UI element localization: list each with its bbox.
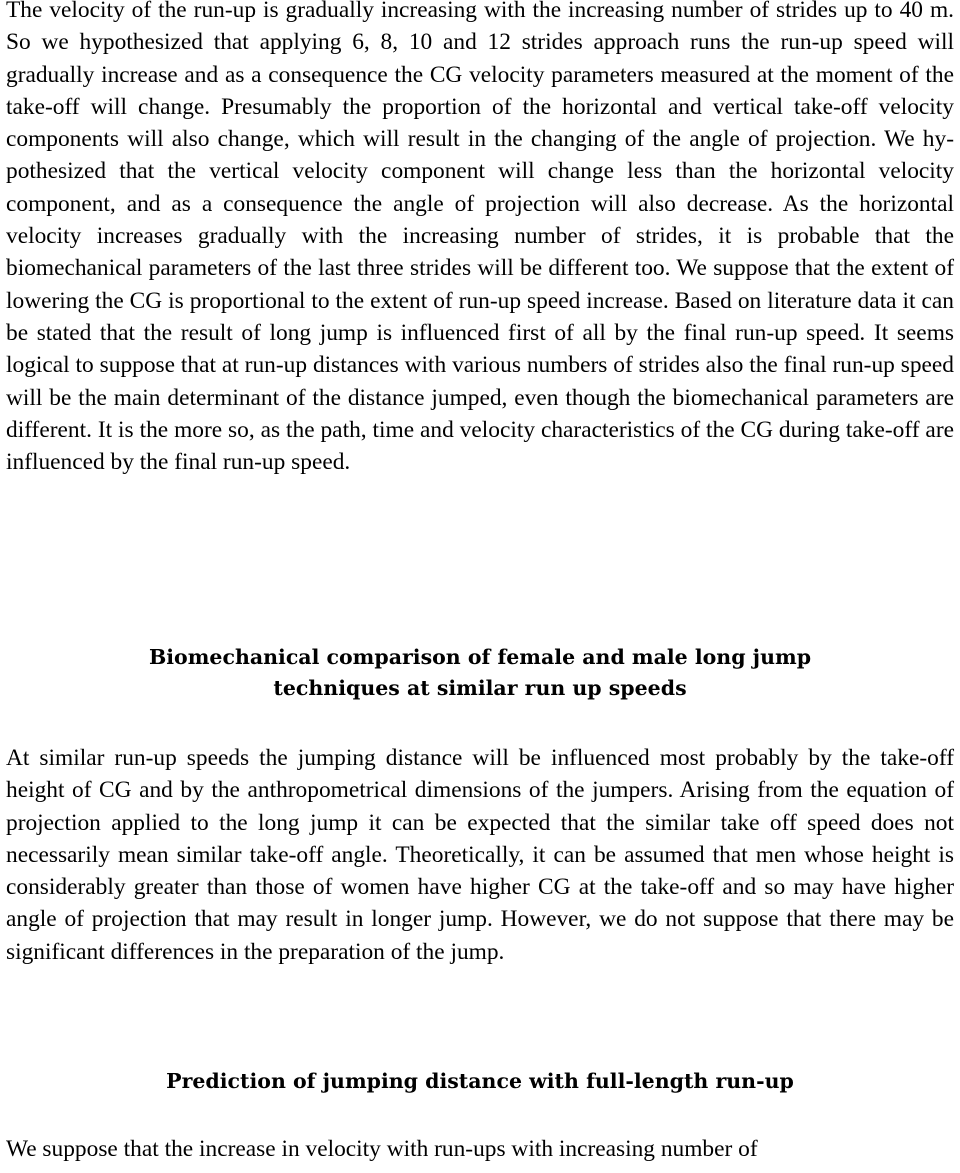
section-heading-biomechanical-comparison [6,642,954,704]
body-paragraph-similar-speeds: At similar run-up speeds the jumping distance will be influenced most probably by the take-off height of CG and by the anthropometrical dimensions of the jumpers. Arising from the equation of projection applied to the long jump it can be expected that the similar take off speed does not necessarily mean similar take-off angle. Theoretically, it can be assumed that men whose height is considerably greater than those of women have higher CG at the take-off and so may have higher angle of projection that may result in longer jump. However, we do not suppose that there may be significant differences in the preparation of the jump. [6,745,954,965]
body-paragraph-hypotheses: The velocity of the run-up is gradually increasing with the increasing number of strides up to 40 m. So we hypothesized that applying 6, 8, 10 and 12 strides approach runs the run-up speed will gradually increase and as a consequence the CG velocity parameters measured at the moment of the take-off will change. Presumably the proportion of the horizontal and vertical take-off velocity components will also change, which will result in the changing of the angle of projection. We hypothesized that the vertical velocity component will change less than the horizontal velocity component, and as a consequence the angle of projection will also decrease. As the horizontal velocity increases gradually with the increasing number of strides, it is probable that the biomechanical parameters of the last three strides will be different too. We suppose that the extent of lowering the CG is proportional to the extent of run-up speed increase. Based on literature data it can be stated that the result of long jump is influenced first of all by the final run-up speed. It seems logical to suppose that at run-up distances with various numbers of strides also the final run-up speed will be the main determinant of the distance jumped, even though the biomechanical parameters are different. It is the more so, as the path, time and velocity characteristics of the CG during take-off are influenced by the final run-up speed. [6,0,954,476]
section-heading-line-1: Biomechanical comparison of female and male long jump [148,645,812,669]
body-paragraph-prediction: We suppose that the increase in velocity with run-ups with increasing number of [6,1136,758,1162]
section-heading-line-2: techniques at similar run up speeds [273,676,687,700]
section-heading-prediction: Prediction of jumping distance with full-length run-up [166,1069,794,1093]
